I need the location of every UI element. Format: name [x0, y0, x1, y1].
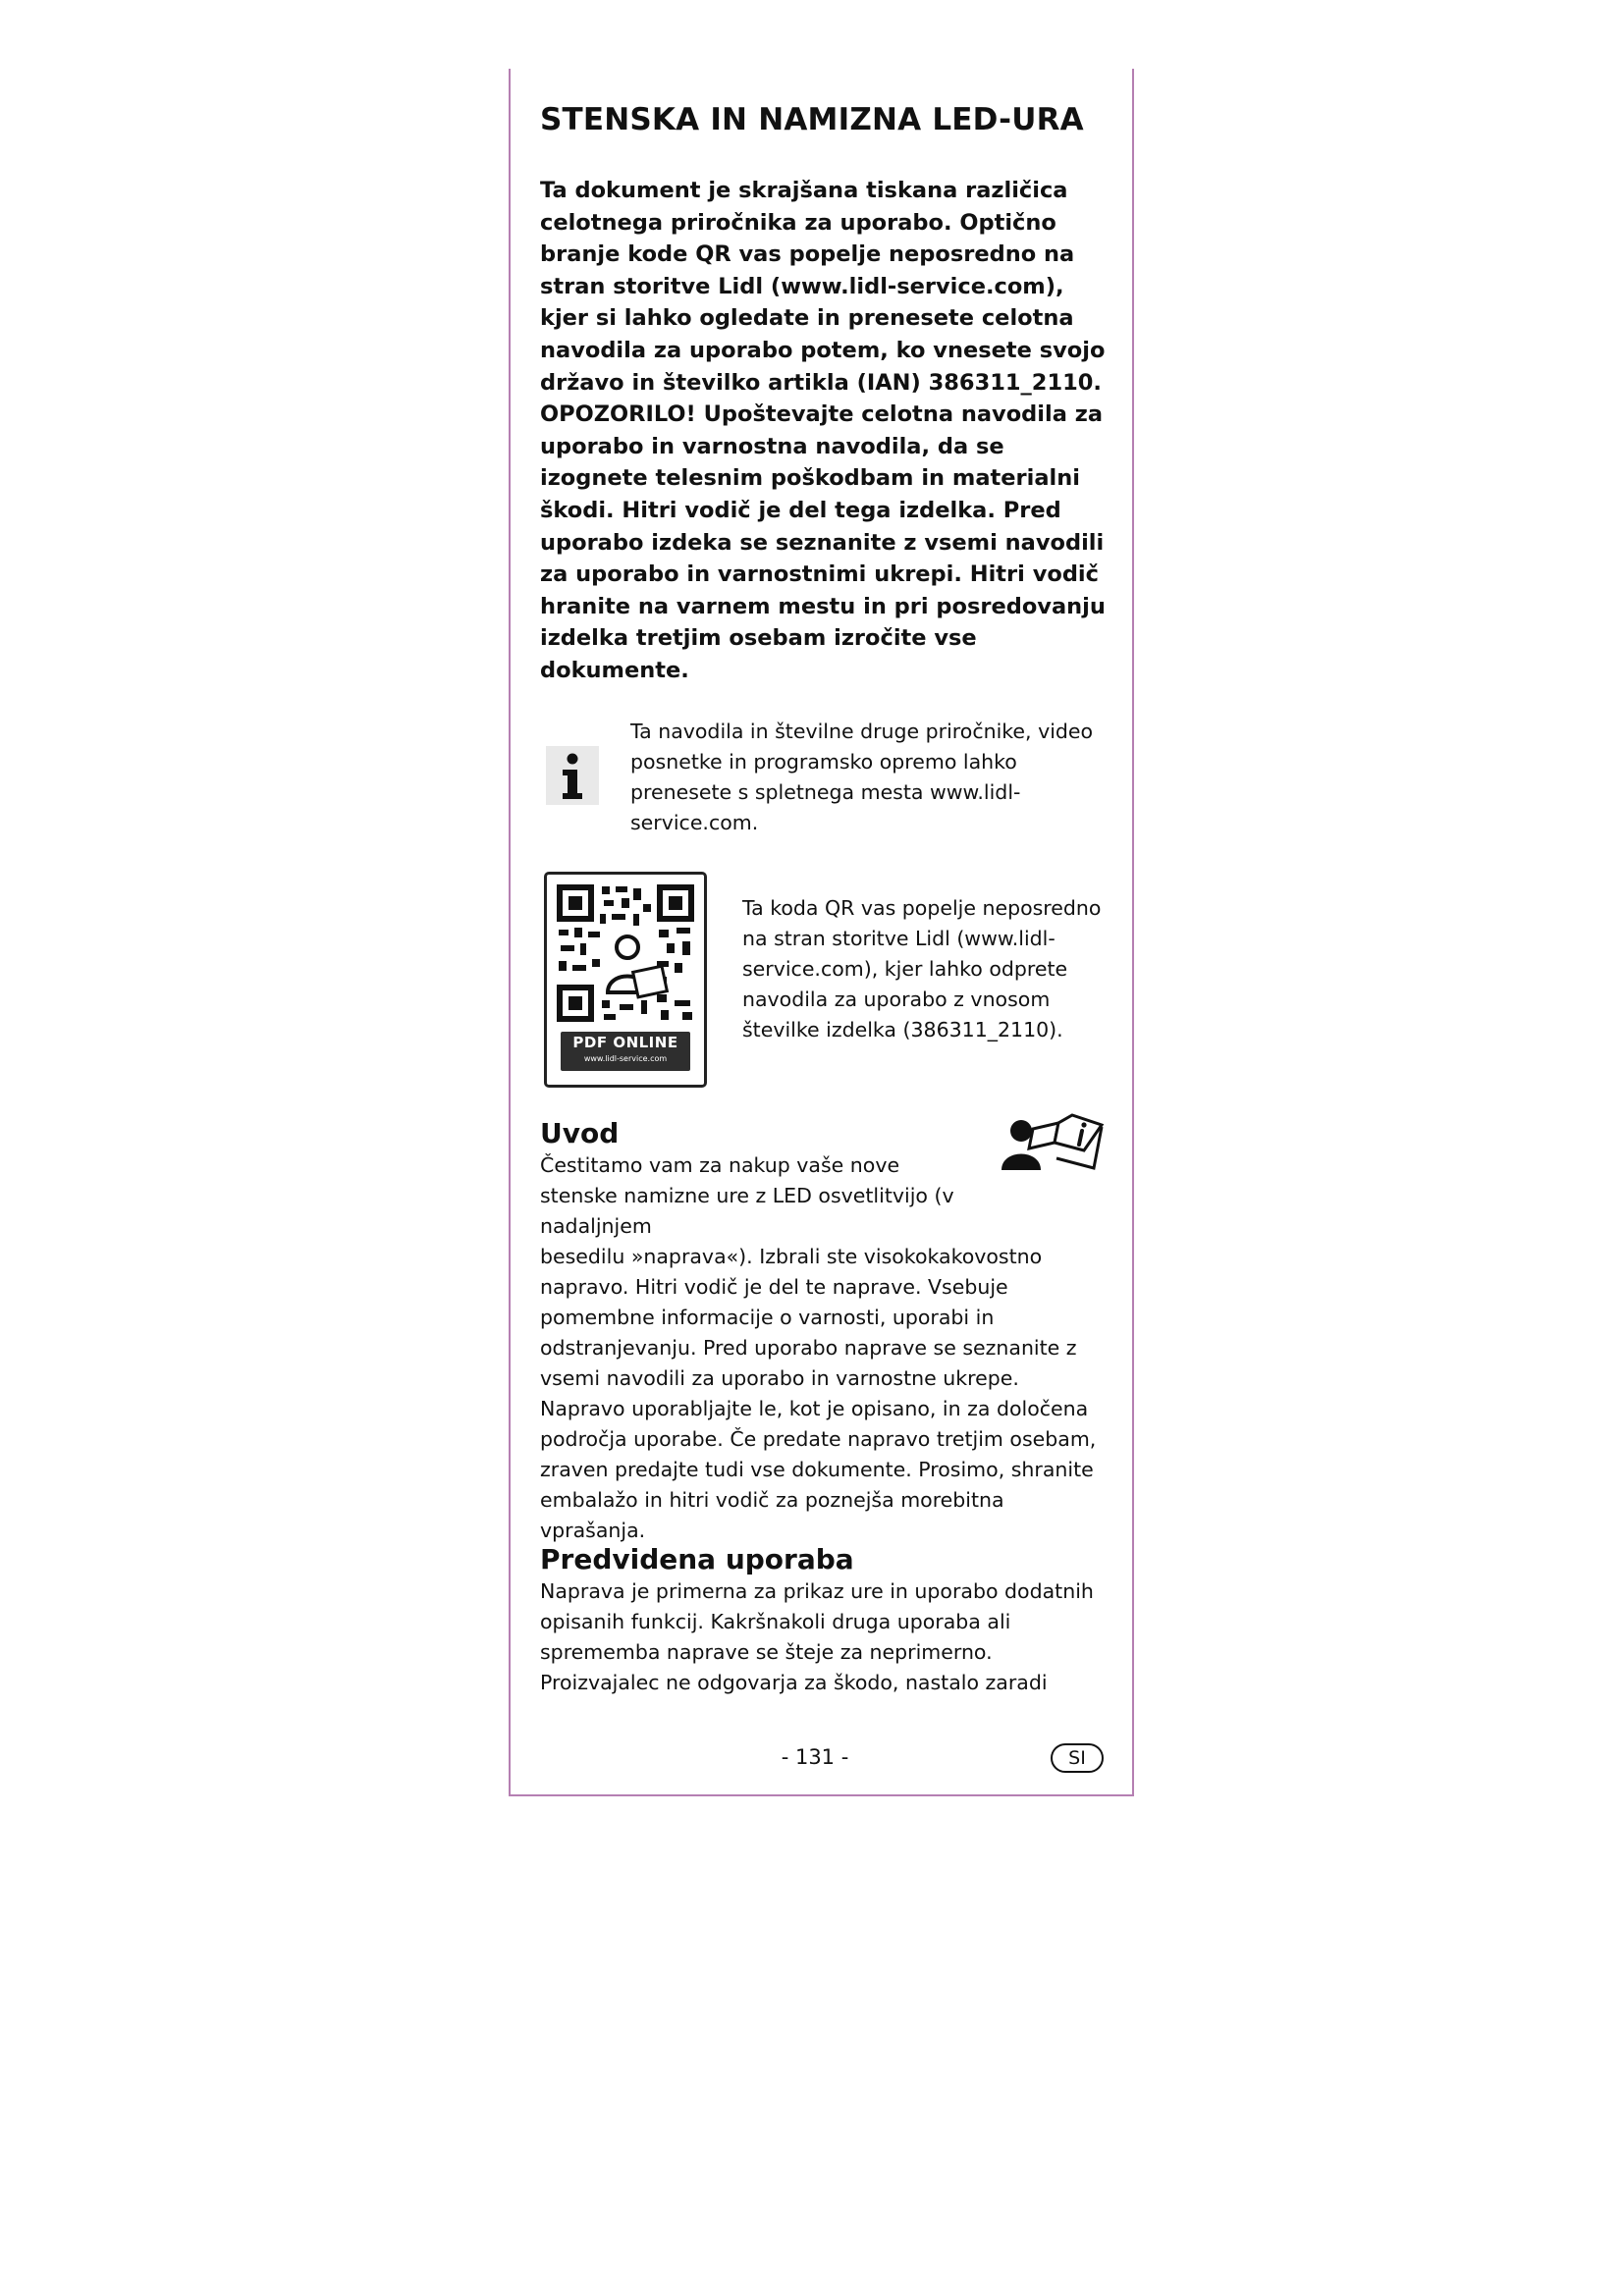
pdf-online-badge	[561, 1032, 690, 1071]
predvidena-uporaba-heading: Predvidena uporaba	[540, 1543, 854, 1575]
predvidena-uporaba-paragraph: Naprava je primerna za prikaz ure in uporabo dodatnih opisanih funkcij. Kakršnakoli druga uporaba ali sprememba naprave se šteje za neprimerno. Proizvajalec ne odgovarja za škodo, nastalo zaradi	[540, 1579, 1094, 1694]
intro-warning-paragraph: Ta dokument je skrajšana tiskana različica celotnega priročnika za uporabo. Optično branje kode QR vas popelje neposredno na stran storitve Lidl (www.lidl-service.com), kjer si lahko ogledate in prenesete celotna navodila za uporabo potem, ko vnesete svojo državo in številko artikla (IAN) 386311_2110. OPOZORILO! Upoštevajte celotna navodila za uporabo in varnostna navodila, da se izognete telesnim poškodbam in materialni škodi. Hitri vodič je del tega izdelka. Pred uporabo izdeka se seznanite z vsemi navodili za uporabo in varnostnimi ukrepi. Hitri vodič hranite na varnem mestu in pri posredovanju izdelka tretjim osebam izročite vse dokumente.	[540, 178, 1106, 683]
info-icon	[546, 746, 599, 805]
info-text: Ta navodila in številne druge priročnike, video posnetke in programsko opremo lahko prenesete s spletnega mesta www.lidl-service.com.	[630, 720, 1094, 834]
qr-code-box[interactable]	[544, 872, 707, 1088]
page-number: - 131 -	[781, 1745, 849, 1769]
qr-code-icon	[557, 884, 694, 1022]
uvod-heading: Uvod	[540, 1117, 620, 1149]
info-note	[540, 717, 1106, 844]
language-badge: SI	[1051, 1743, 1104, 1773]
uvod-paragraph-start: Čestitamo vam za nakup vaše nove stenske namizne ure z LED osvetlitvijo (v nadaljnjem	[540, 1153, 954, 1238]
pdf-online-label: PDF ONLINE	[572, 1034, 678, 1051]
pdf-online-url: www.lidl-service.com	[583, 1054, 668, 1063]
document-title: STENSKA IN NAMIZNA LED-URA	[540, 102, 1084, 137]
qr-description: Ta koda QR vas popelje neposredno na stran storitve Lidl (www.lidl-service.com), kjer lahko odprete navodila za uporabo z vnosom številke izdelka (386311_2110).	[742, 896, 1102, 1041]
qr-section	[540, 872, 1106, 1097]
uvod-paragraph-rest: besedilu »naprava«). Izbrali ste visokokakovostno napravo. Hitri vodič je del te naprave. Vsebuje pomembne informacije o varnosti, uporabi in odstranjevanju. Pred uporabo naprave se seznanite z vsemi navodili za uporabo in varnostne ukrepe. Napravo uporabljajte le, kot je opisano, in za določena področja uporabe. Če predate napravo tretjim osebam, zraven predajte tudi vse dokumente. Prosimo, shranite embalažo in hitri vodič za poznejša morebitna vprašanja.	[540, 1245, 1097, 1542]
uvod-paragraph	[540, 1150, 1106, 1546]
